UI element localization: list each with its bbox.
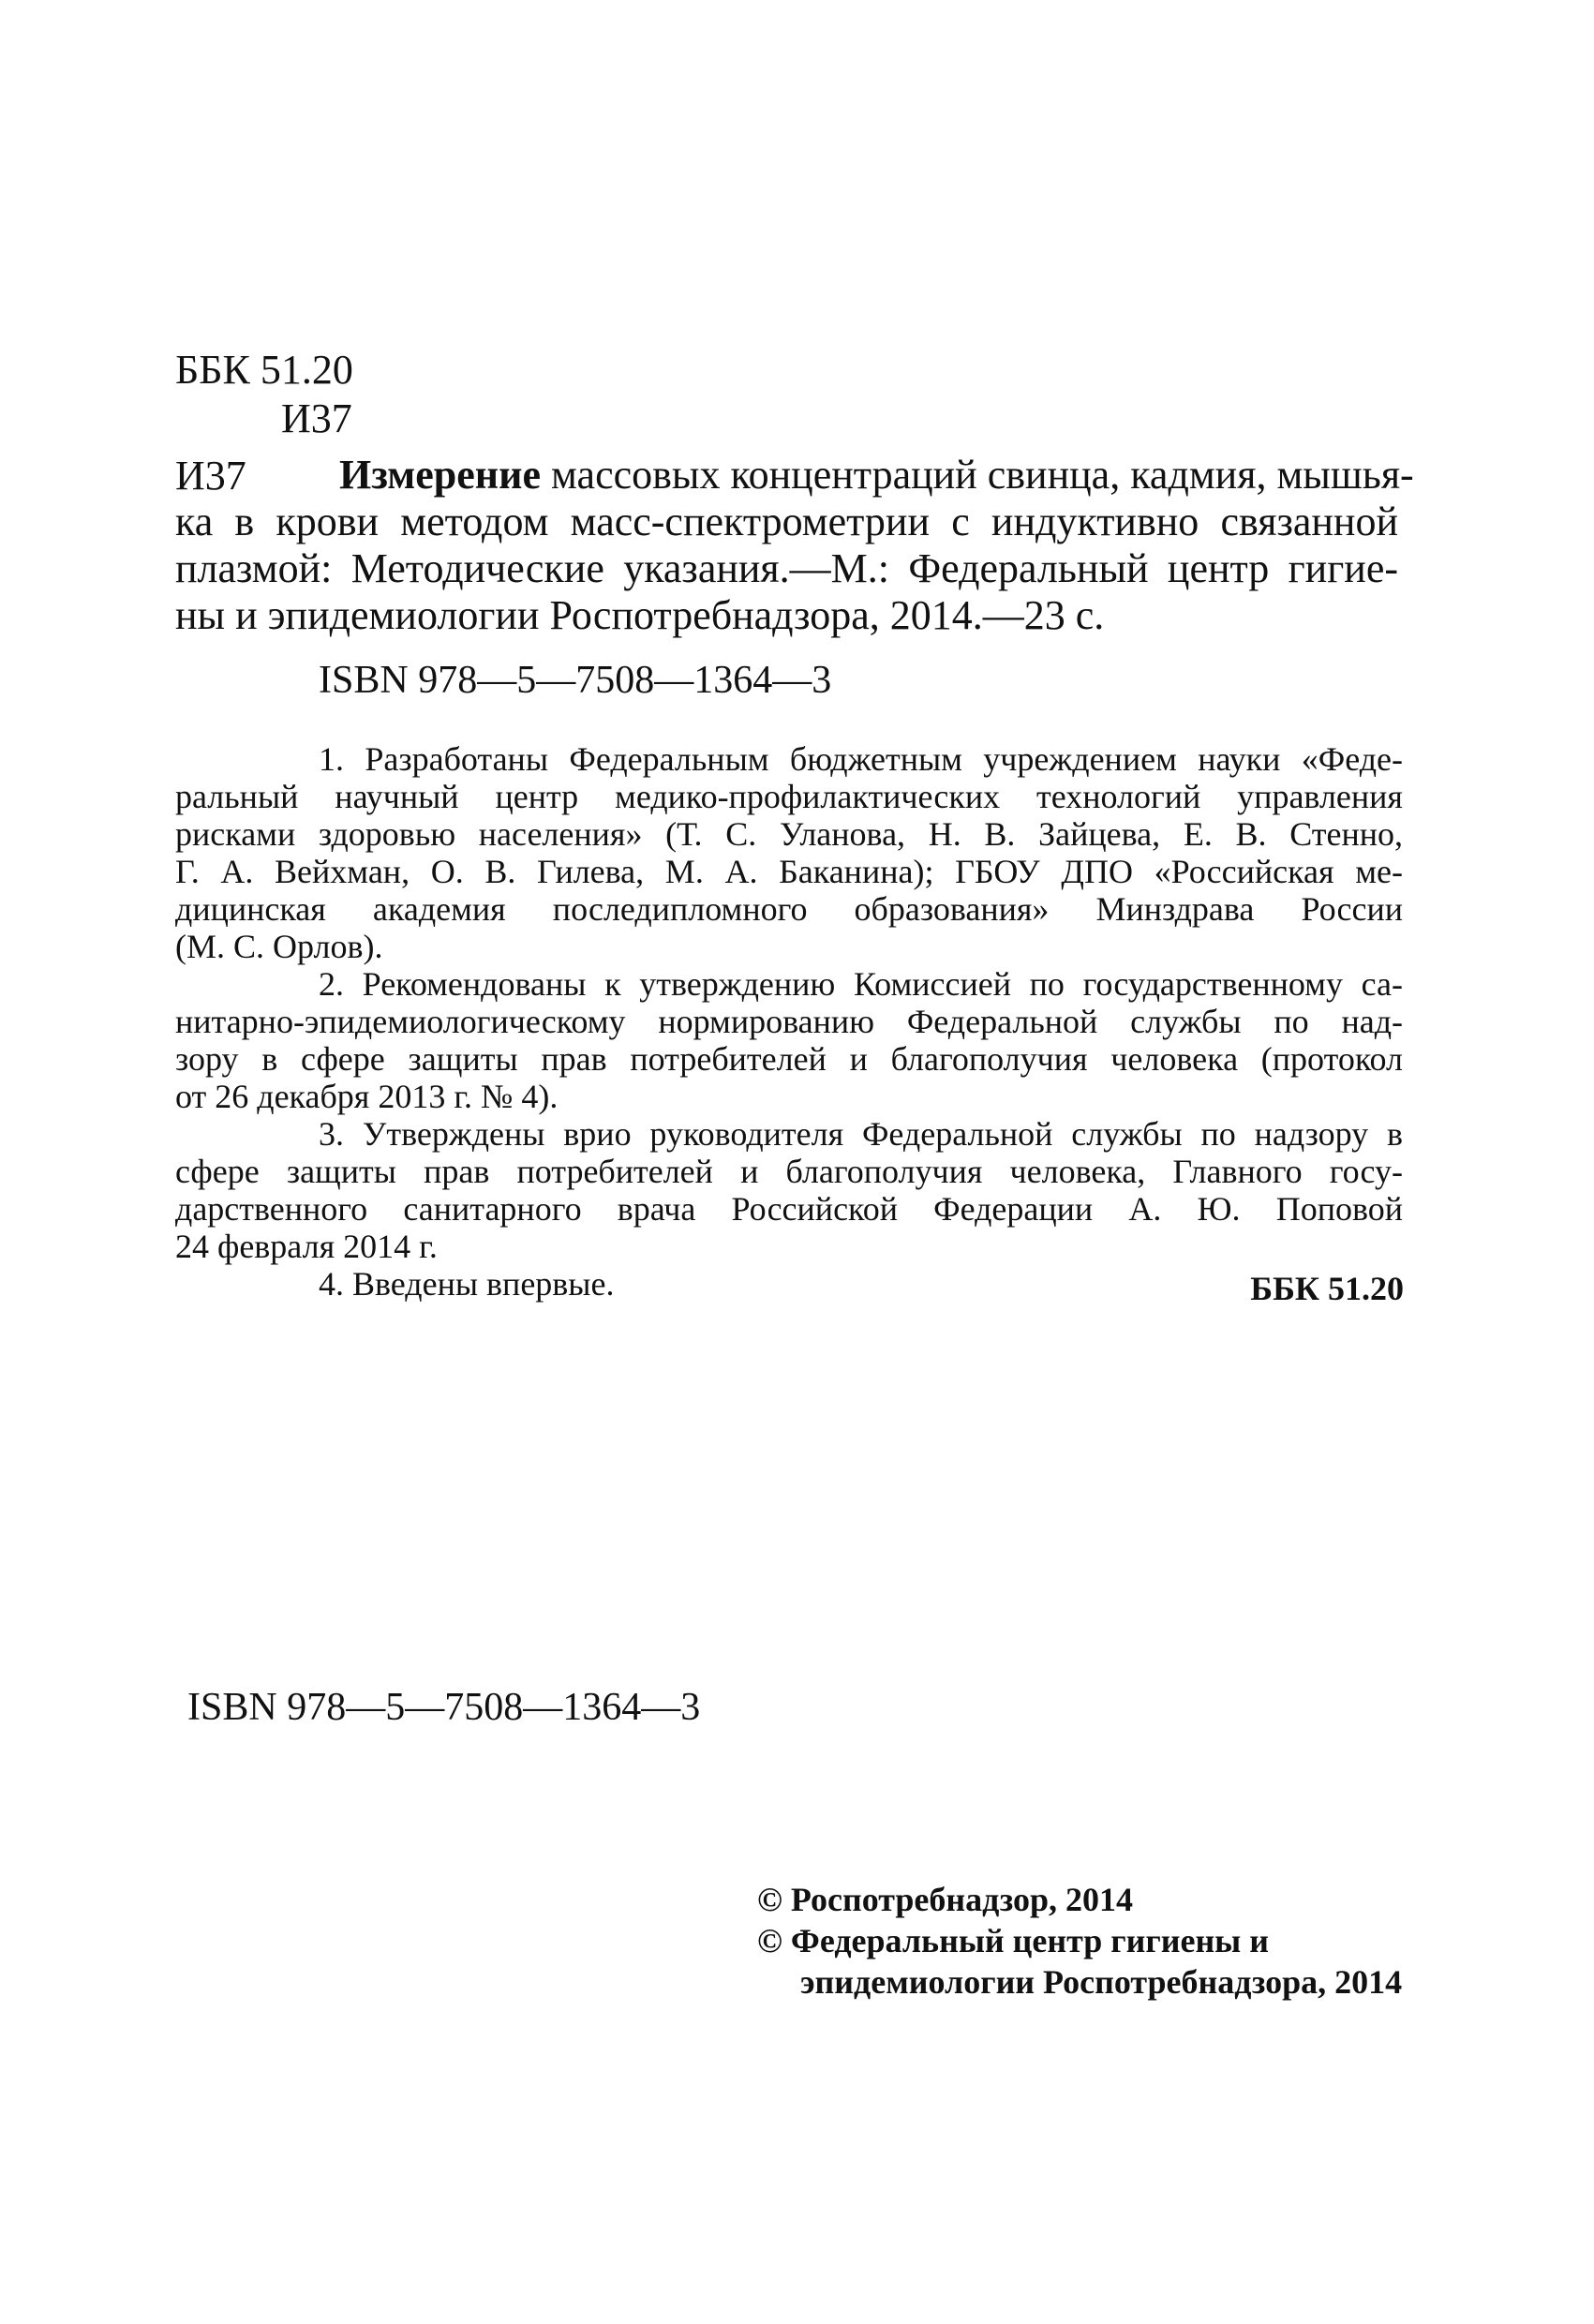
info-p3-line: дарственного санитарного врача Российской Федерации А. Ю. Поповой bbox=[175, 1190, 1403, 1228]
title-line-4: ны и эпидемиологии Роспотребнадзора, 2014.—23 с. bbox=[175, 592, 1105, 638]
title-line-3: плазмой: Методические указания.—М.: Федеральный центр гигие- bbox=[175, 545, 1398, 591]
copyright-block bbox=[757, 1879, 1402, 2003]
copyright-line-3: эпидемиологии Роспотребнадзора, 2014 bbox=[800, 1963, 1403, 2001]
copyright-line-1: © Роспотребнадзор, 2014 bbox=[757, 1881, 1134, 1918]
title-line-2: ка в крови методом масс-спектрометрии с индуктивно связанной bbox=[175, 499, 1398, 544]
info-p2-line: нитарно-эпидемиологическому нормированию Федеральной службы по над- bbox=[175, 1003, 1403, 1040]
bbk-classification-right: ББК 51.20 bbox=[1250, 1270, 1404, 1307]
info-p1-line: 1. Разработаны Федеральным бюджетным учреждением науки «Феде- bbox=[319, 740, 1403, 778]
bibliographic-description bbox=[175, 452, 1414, 639]
info-p3-line: 3. Утверждены врио руководителя Федеральной службы по надзору в bbox=[319, 1115, 1403, 1153]
info-p1-line: (М. С. Орлов). bbox=[175, 928, 383, 965]
info-p3-line: 24 февраля 2014 г. bbox=[175, 1228, 438, 1265]
bbk-classification-header: ББК 51.20 bbox=[175, 347, 353, 393]
title-bold-word: Измерение bbox=[339, 452, 542, 498]
isbn-bottom: ISBN 978—5—7508—1364—3 bbox=[187, 1686, 701, 1729]
info-p2-line: от 26 декабря 2013 г. № 4). bbox=[175, 1078, 559, 1115]
info-p4-line: 4. Введены впервые. bbox=[319, 1265, 615, 1303]
title-line-1 bbox=[175, 452, 1414, 499]
title-line-1-rest: массовых концентраций свинца, кадмия, мышья- bbox=[541, 452, 1414, 498]
info-p1-line: рисками здоровью населения» (Т. С. Уланова, Н. В. Зайцева, Е. В. Стенно, bbox=[175, 815, 1403, 853]
author-mark-top: И37 bbox=[281, 395, 352, 441]
info-p3-line: сфере защиты прав потребителей и благополучия человека, Главного госу- bbox=[175, 1153, 1403, 1190]
author-mark-left: И37 bbox=[175, 453, 246, 499]
info-p2-line: 2. Рекомендованы к утверждению Комиссией по государственному са- bbox=[319, 965, 1403, 1003]
publication-info bbox=[175, 740, 1403, 1303]
info-p2-line: зору в сфере защиты прав потребителей и благополучия человека (протокол bbox=[175, 1040, 1403, 1078]
info-p1-line: Г. А. Вейхман, О. В. Гилева, М. А. Баканина); ГБОУ ДПО «Российская ме- bbox=[175, 853, 1403, 890]
info-p1-line: дицинская академия последипломного образования» Минздрава России bbox=[175, 890, 1403, 928]
isbn-description: ISBN 978—5—7508—1364—3 bbox=[319, 659, 832, 702]
copyright-line-2: © Федеральный центр гигиены и bbox=[757, 1922, 1270, 1959]
info-p1-line: ральный научный центр медико-профилактических технологий управления bbox=[175, 778, 1403, 815]
